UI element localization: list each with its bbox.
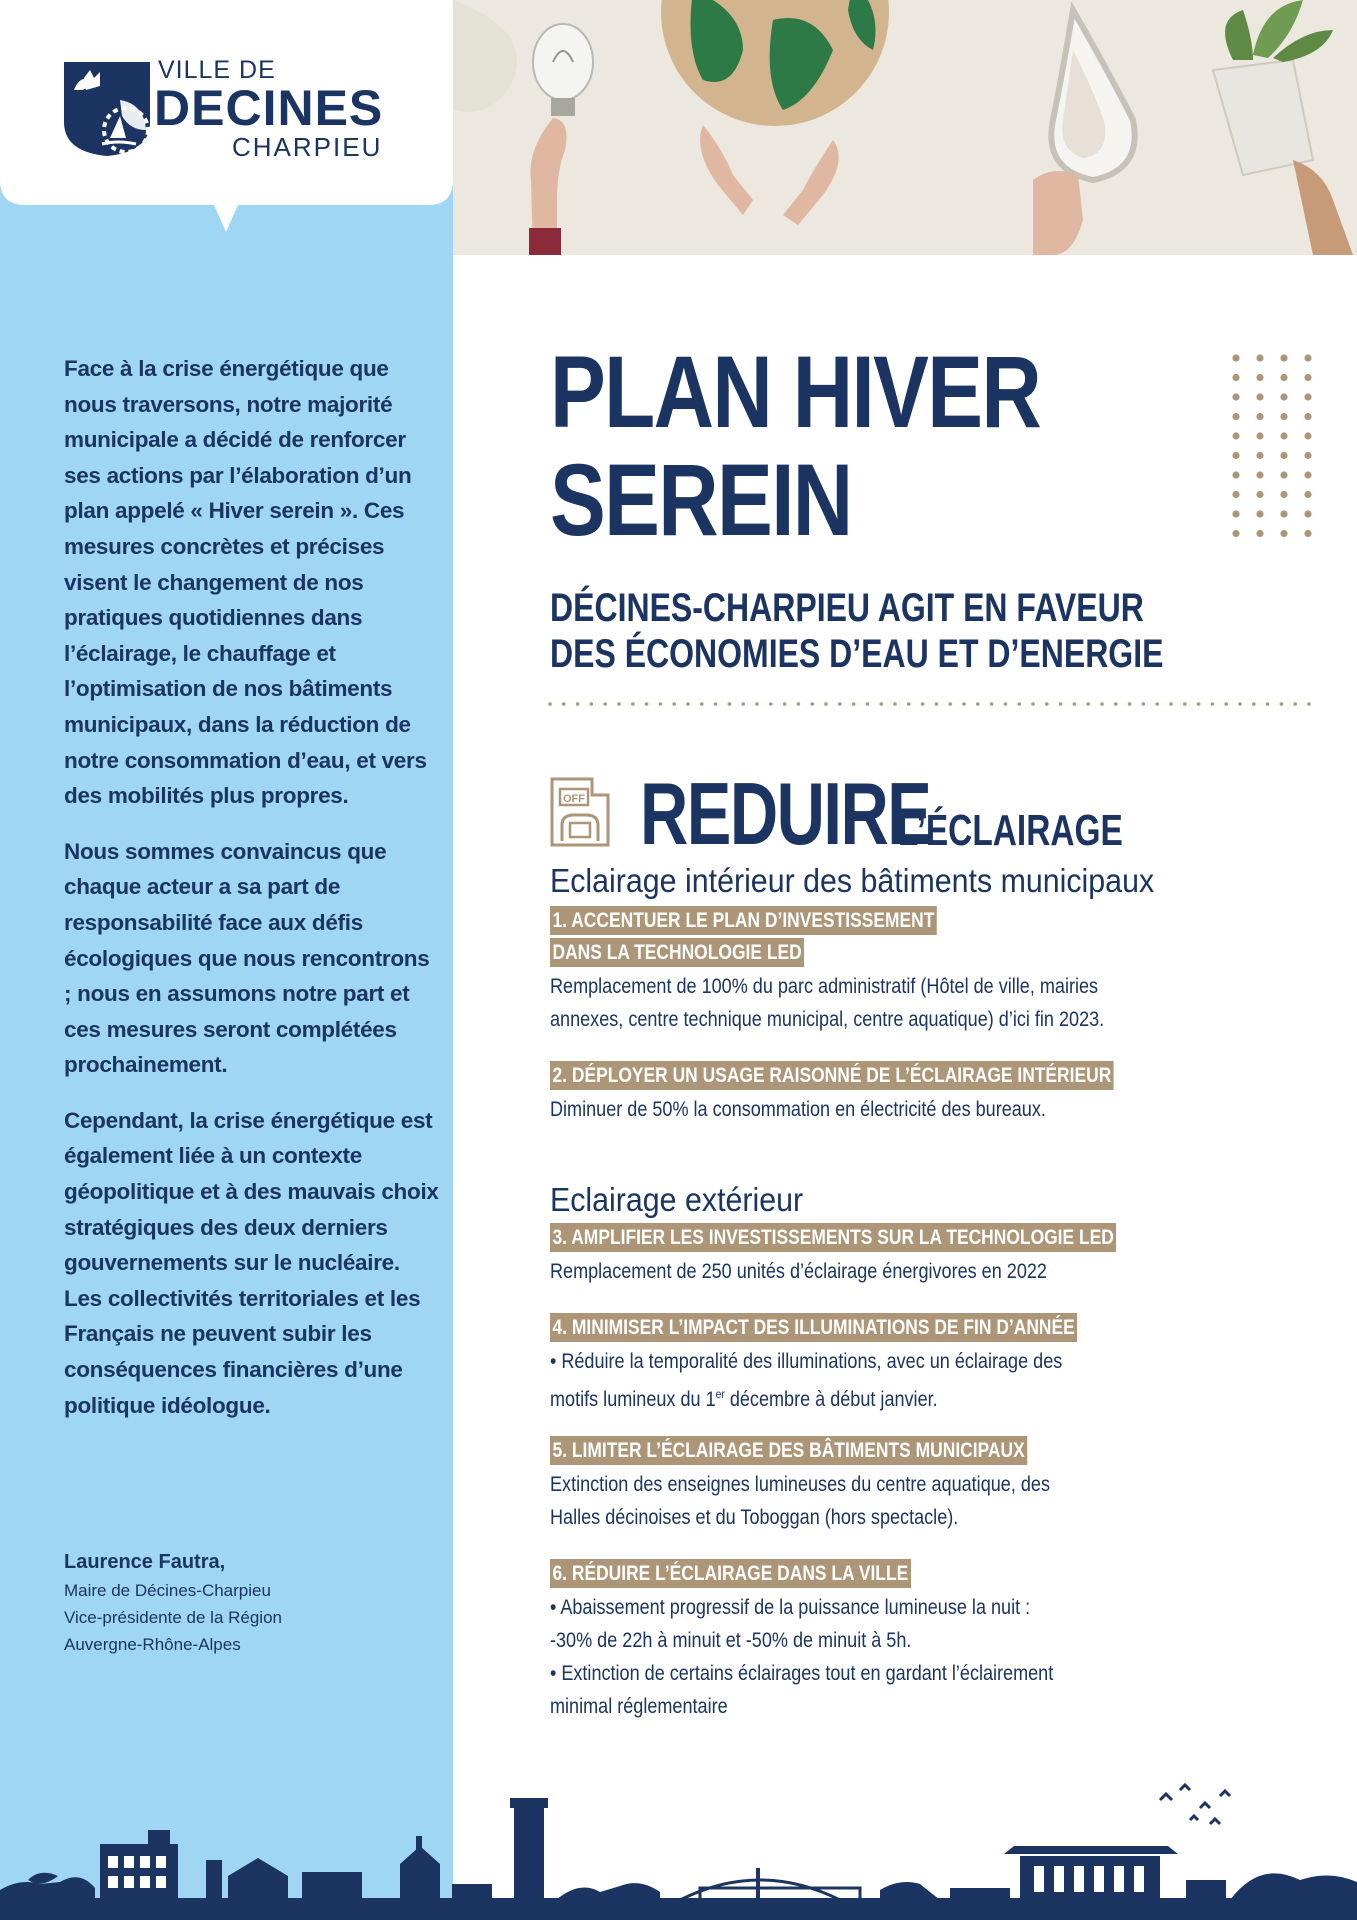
divider-dot [1211, 702, 1215, 706]
divider-dot [700, 702, 704, 706]
switch-label: OFF [563, 793, 585, 805]
divider-dot [548, 702, 552, 706]
measure-description: • Abaissement progressif de la puissance lumineuse la nuit : [550, 1596, 1031, 1619]
measure-description: Diminuer de 50% la consommation en électricité des bureaux. [550, 1098, 1046, 1121]
divider-dot [866, 702, 870, 706]
city-crest-icon [60, 60, 154, 158]
divider-dot [603, 702, 607, 706]
decorative-dot-grid [1232, 354, 1312, 538]
decorative-dot [1304, 413, 1311, 420]
section-heading-main: REDUIRE [640, 764, 931, 863]
divider-dot [1293, 702, 1297, 706]
subtitle-line: DES ÉCONOMIES D’EAU ET D’ENERGIE [550, 632, 1164, 676]
divider-dot [728, 702, 732, 706]
decorative-dot [1232, 413, 1239, 420]
page-subtitle [550, 585, 1163, 677]
measure-tag: 4. MINIMISER L’IMPACT DES ILLUMINATIONS DE FIN D’ANNÉE [550, 1313, 1077, 1342]
divider-dot [1169, 702, 1173, 706]
decorative-dot [1280, 393, 1287, 400]
decorative-dot [1256, 432, 1263, 439]
measure-tag: 2. DÉPLOYER UN USAGE RAISONNÉ DE L’ÉCLAIRAGE INTÉRIEUR [550, 1061, 1114, 1090]
light-switch-off-icon [548, 775, 612, 849]
decorative-dot [1304, 393, 1311, 400]
decorative-dot [1256, 413, 1263, 420]
measure-item-1 [550, 906, 1270, 1036]
divider-dot [1155, 702, 1159, 706]
measure-description [550, 1378, 1169, 1416]
signature-role: Auvergne-Rhône-Alpes [64, 1635, 241, 1654]
divider-dot [659, 702, 663, 706]
divider-dot [617, 702, 621, 706]
divider-dot [590, 702, 594, 706]
divider-dot [893, 702, 897, 706]
subtitle-line: DÉCINES-CHARPIEU AGIT EN FAVEUR [550, 586, 1144, 630]
divider-dot [879, 702, 883, 706]
measure-tag: 6. RÉDUIRE L’ÉCLAIRAGE DANS LA VILLE [550, 1559, 911, 1588]
divider-dot [645, 702, 649, 706]
decorative-dot [1280, 354, 1287, 361]
decorative-dot [1256, 530, 1263, 537]
intro-paragraph: Nous sommes convaincus que chaque acteur a sa part de responsabilité face aux défis écologiques que nous rencontrons ; nous en assumons notre part et ces mesures seront complétées prochainement. [64, 838, 430, 1078]
interior-heading: Eclairage intérieur des bâtiments municipaux [550, 862, 1155, 899]
decorative-dot [1280, 374, 1287, 381]
divider-dot [769, 702, 773, 706]
divider-dot [824, 702, 828, 706]
decorative-dot [1232, 530, 1239, 537]
signature-role: Vice-présidente de la Région [64, 1608, 282, 1627]
divider-dot [852, 702, 856, 706]
decorative-dot [1304, 432, 1311, 439]
hero-illustration [453, 0, 1357, 255]
decorative-dot [1232, 491, 1239, 498]
decorative-dot [1304, 452, 1311, 459]
measure-tag: DANS LA TECHNOLOGIE LED [550, 938, 804, 967]
measure-item-4 [550, 1313, 1270, 1416]
measure-description-part: motifs lumineux du 1 [550, 1388, 716, 1411]
decorative-dot [1232, 374, 1239, 381]
decorative-dot [1256, 374, 1263, 381]
decorative-dot [1232, 393, 1239, 400]
divider-dot [1073, 702, 1077, 706]
divider-dot [1031, 702, 1035, 706]
divider-dot [1280, 702, 1284, 706]
decorative-dot [1280, 510, 1287, 517]
divider-dot [741, 702, 745, 706]
divider-dot [562, 702, 566, 706]
decorative-dot [1232, 510, 1239, 517]
city-skyline-illustration [0, 1760, 1357, 1920]
divider-dot [907, 702, 911, 706]
divider-dot [1100, 702, 1104, 706]
divider-dot [1142, 702, 1146, 706]
decorative-dot [1256, 510, 1263, 517]
decorative-dot [1256, 471, 1263, 478]
divider-dot [631, 702, 635, 706]
decorative-dot [1232, 471, 1239, 478]
hero-image [453, 0, 1357, 255]
signature-block [64, 1547, 424, 1658]
measure-description: • Extinction de certains éclairages tout en gardant l’éclairement [550, 1662, 1054, 1685]
decorative-dot [1256, 491, 1263, 498]
logo-wordmark [154, 56, 384, 162]
divider-dot [976, 702, 980, 706]
divider-dot [1086, 702, 1090, 706]
measure-description: Extinction des enseignes lumineuses du centre aquatique, des [550, 1473, 1050, 1496]
signature-name: Laurence Fautra, [64, 1551, 226, 1573]
divider-dot [1128, 702, 1132, 706]
measure-description: Remplacement de 250 unités d’éclairage énergivores en 2022 [550, 1260, 1047, 1283]
decorative-dot [1280, 413, 1287, 420]
divider-dot [810, 702, 814, 706]
divider-dot [1045, 702, 1049, 706]
intro-paragraph: Cependant, la crise énergétique est également liée à un contexte géopolitique et à des mauvais choix stratégiques des deux derniers gouvernements sur le nucléaire. Les collectivités territoriales et les Français ne peuvent subir les conséquences financières d’une politique idéologue. [64, 1107, 439, 1418]
measure-item-6 [550, 1559, 1270, 1723]
decorative-dot [1280, 452, 1287, 459]
exterior-heading: Eclairage extérieur [550, 1181, 804, 1218]
divider-dot [1252, 702, 1256, 706]
divider-dot [576, 702, 580, 706]
measure-tag: 1. ACCENTUER LE PLAN D’INVESTISSEMENT [550, 906, 937, 935]
section-heading [640, 764, 1123, 863]
section-heading-sub: L’ÉCLAIRAGE [898, 806, 1123, 855]
measure-item-2 [550, 1061, 1270, 1126]
divider-dot [1197, 702, 1201, 706]
divider-dot [714, 702, 718, 706]
measure-tag: 3. AMPLIFIER LES INVESTISSEMENTS SUR LA TECHNOLOGIE LED [550, 1223, 1116, 1252]
divider-dot [1059, 702, 1063, 706]
measure-description: annexes, centre technique municipal, centre aquatique) d’ici fin 2023. [550, 1008, 1105, 1031]
title-line: SEREIN [550, 443, 852, 557]
measure-description: • Réduire la temporalité des illuminations, avec un éclairage des [550, 1350, 1063, 1373]
title-line: PLAN HIVER [550, 335, 1041, 449]
decorative-dot [1280, 530, 1287, 537]
measure-item-5 [550, 1436, 1270, 1534]
divider-dot [755, 702, 759, 706]
divider-dot [1307, 702, 1311, 706]
decorative-dot [1256, 354, 1263, 361]
measure-description-sup: er [715, 1387, 725, 1401]
divider-dot [783, 702, 787, 706]
decorative-dot [1256, 393, 1263, 400]
decorative-dot [1304, 510, 1311, 517]
divider-dot [948, 702, 952, 706]
logo-area [0, 0, 453, 232]
divider-dot [1114, 702, 1118, 706]
signature-role: Maire de Décines-Charpieu [64, 1581, 271, 1600]
divider-dot [1266, 702, 1270, 706]
intro-paragraph: Face à la crise énergétique que nous traversons, notre majorité municipale a décidé de renforcer ses actions par l’élaboration d’un plan appelé « Hiver serein ». Ces mesures concrètes et précises visent le changement de nos pratiques quotidiennes dans l’éclairage, le chauffage et l’optimisation de nos bâtiments municipaux, dans la réduction de notre consommation d’eau, et vers des mobilités plus propres. [64, 356, 427, 809]
decorative-dot [1304, 491, 1311, 498]
sidebar-panel [0, 0, 453, 1920]
intro-text [64, 351, 439, 1443]
divider-dot [838, 702, 842, 706]
decorative-dot [1280, 432, 1287, 439]
decorative-dot [1232, 432, 1239, 439]
divider-dot [1224, 702, 1228, 706]
decorative-dot [1232, 354, 1239, 361]
measure-description-part: décembre à début janvier. [724, 1388, 938, 1411]
divider-dot [1004, 702, 1008, 706]
logo-line-3: CHARPIEU [232, 132, 383, 162]
decorative-dot [1304, 374, 1311, 381]
divider-dot [686, 702, 690, 706]
decorative-dot [1304, 354, 1311, 361]
measure-description: Remplacement de 100% du parc administratif (Hôtel de ville, mairies [550, 975, 1099, 998]
measure-description: Halles décinoises et du Toboggan (hors spectacle). [550, 1506, 959, 1529]
divider-dot [990, 702, 994, 706]
measure-item-3 [550, 1223, 1270, 1288]
measure-description: -30% de 22h à minuit et -50% de minuit à 5h. [550, 1629, 912, 1652]
page-title [550, 335, 1041, 557]
divider-dot [1183, 702, 1187, 706]
divider-dot [1017, 702, 1021, 706]
decorative-dot [1304, 471, 1311, 478]
measure-description: minimal réglementaire [550, 1695, 728, 1718]
decorative-dot [1256, 452, 1263, 459]
divider-dot [935, 702, 939, 706]
logo-line-1: VILLE DE [158, 56, 276, 84]
divider-dot [921, 702, 925, 706]
decorative-dot [1280, 471, 1287, 478]
divider-dot [962, 702, 966, 706]
divider-dot [672, 702, 676, 706]
decorative-dot [1280, 491, 1287, 498]
dotted-divider [548, 702, 1313, 706]
divider-dot [797, 702, 801, 706]
divider-dot [1238, 702, 1242, 706]
decorative-dot [1304, 530, 1311, 537]
logo-line-2: DECINES [154, 80, 384, 136]
measure-tag: 5. LIMITER L’ÉCLAIRAGE DES BÂTIMENTS MUNICIPAUX [550, 1436, 1027, 1465]
decorative-dot [1232, 452, 1239, 459]
